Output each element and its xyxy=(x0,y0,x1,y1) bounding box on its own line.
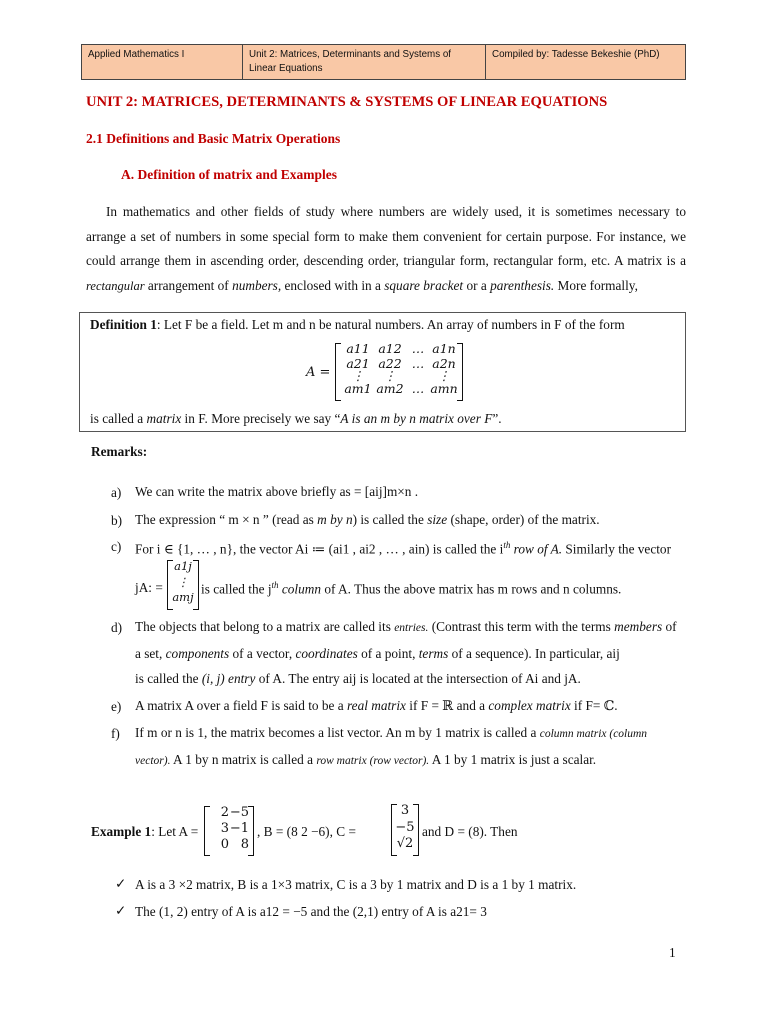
example-1: Example 1: Let A = 2 −5 3 −1 0 8 , B = (8 2 −6), C = 3 −5 √2 and D = (8). Then xyxy=(91,776,691,856)
matrix-entry: 0 xyxy=(220,837,229,852)
matrix-entry: ⋮ xyxy=(383,368,397,383)
check-icon: ✓ xyxy=(115,876,127,891)
check-item-2: The (1, 2) entry of A is a12 = −5 and the (2,1) entry of A is a21= 3 xyxy=(135,904,487,919)
matrix-row xyxy=(209,821,251,837)
remark-a: We can write the matrix above briefly as = [aij]m×n . xyxy=(135,484,419,499)
matrix-entry: 3 xyxy=(400,803,410,818)
subsection-heading: A. Definition of matrix and Examples xyxy=(121,167,337,182)
matrix-entry: a21 xyxy=(346,356,370,371)
remark-c: For i ∈ {1, … , n}, the vector Ai ≔ (ai1 , ai2 , … , ain) is called the $i^{th}$ row of A. Similarly the vector xyxy=(135,540,672,557)
matrix-row xyxy=(342,368,458,383)
page-number: 1 xyxy=(669,945,676,960)
matrix-lhs: A = xyxy=(306,365,331,380)
definition-closing: is called a matrix in F. More precisely we say “A is an m by n matrix over F”. xyxy=(90,411,502,426)
matrix-entry: −5 xyxy=(395,819,415,835)
section-heading: 2.1 Definitions and Basic Matrix Operations xyxy=(86,131,341,146)
remark-e: A matrix A over a field F is said to be a real matrix if F = ℝ and a complex matrix if F= ℂ. xyxy=(135,698,618,713)
header-compiler: Compiled by: Tadesse Bekeshie (PhD) xyxy=(486,45,686,80)
definition-box xyxy=(79,312,686,432)
matrix-entry: √2 xyxy=(396,836,414,851)
column-entry: a1j xyxy=(174,559,192,573)
remark-d-label: d) xyxy=(111,620,123,635)
matrix-A xyxy=(204,806,254,856)
column-entry: ⋮ xyxy=(177,574,189,589)
definition-text: Definition 1: Let F be a field. Let m and n be natural numbers. An array of numbers in F of the form xyxy=(90,317,625,332)
matrix-entry: 8 xyxy=(240,837,249,852)
remarks-title: Remarks: xyxy=(91,444,148,459)
matrix-entry: am1 xyxy=(344,381,372,396)
matrix-entry: a2n xyxy=(432,356,456,371)
matrix-entry: … xyxy=(411,341,425,356)
matrix-C xyxy=(391,804,419,856)
check-item-1: A is a 3 ×2 matrix, B is a 1×3 matrix, C is a 3 by 1 matrix and D is a 1 by 1 matrix. xyxy=(135,877,577,892)
matrix-row xyxy=(342,381,458,396)
matrix-row xyxy=(209,837,251,853)
unit-title: UNIT 2: MATRICES, DETERMINANTS & SYSTEMS OF LINEAR EQUATIONS xyxy=(86,94,608,110)
matrix-entry: amn xyxy=(430,381,458,396)
matrix-entry: am2 xyxy=(376,381,404,396)
matrix-row xyxy=(209,805,251,821)
column-entry: amj xyxy=(172,590,194,604)
left-bracket xyxy=(335,343,341,401)
matrix-entry: a22 xyxy=(378,356,402,371)
matrix-entry: −5 xyxy=(229,805,249,820)
matrix-entry: … xyxy=(411,381,425,396)
remark-a-label: a) xyxy=(111,485,122,500)
matrix-entry: ⋮ xyxy=(351,368,365,383)
column-vector xyxy=(167,560,199,610)
remark-c-column: jA: = a1j ⋮ amj is called the $j^{th}$ column of A. Thus the above matrix has m rows and n columns. xyxy=(135,560,675,612)
matrix-entry: … xyxy=(411,356,425,371)
header-table xyxy=(81,44,686,80)
general-matrix xyxy=(335,341,463,403)
matrix-entry: 3 xyxy=(220,821,229,836)
remark-b: The expression “ m × n ” (read as m by n) is called the size (shape, order) of the matrix. xyxy=(135,512,600,527)
example-D: and D = (8). Then xyxy=(422,824,518,839)
remark-c-label: c) xyxy=(111,539,122,554)
matrix-entry: −1 xyxy=(229,821,249,836)
remark-d: The objects that belong to a matrix are called its entries. (Contrast this term with the terms members of a set, components of a vector, coordinates of a point, terms of a sequence). In particular, aij is called the (i, j) entry of A. The entry aij is located at the intersection of Ai and jA. xyxy=(135,619,677,686)
matrix-entry: ⋮ xyxy=(437,368,451,383)
remark-b-label: b) xyxy=(111,513,123,528)
matrix-entry: 2 xyxy=(220,805,229,820)
check-icon: ✓ xyxy=(115,903,127,918)
remark-e-label: e) xyxy=(111,699,122,714)
matrix-entry: a1n xyxy=(432,341,456,356)
matrix-entry xyxy=(406,371,430,381)
header-course: Applied Mathematics I xyxy=(82,45,243,80)
example-B: , B = (8 2 −6), C = xyxy=(257,824,356,839)
intro-paragraph: In mathematics and other fields of study where numbers are widely used, it is sometimes necessary to arrange a set of numbers in some special form to make them convenient for certain purpose. For instance, we could arrange them in ascending order, descending order, triangular form, rectangular form, etc. A matrix is a rectangular arrangement of numbers, enclosed with in a square bracket or a parenthesis. More formally, xyxy=(86,204,686,293)
header-unit: Unit 2: Matrices, Determinants and Systems of Linear Equations xyxy=(243,45,486,80)
remark-f: If m or n is 1, the matrix becomes a list vector. An m by 1 matrix is called a column matrix (column vector). A 1 by n matrix is called a row matrix (row vector). A 1 by 1 matrix is just a scalar. xyxy=(135,725,648,767)
matrix-entry: a11 xyxy=(346,341,370,356)
matrix-row xyxy=(342,341,458,356)
remark-f-label: f) xyxy=(111,726,120,741)
matrix-entry: a12 xyxy=(378,341,402,356)
